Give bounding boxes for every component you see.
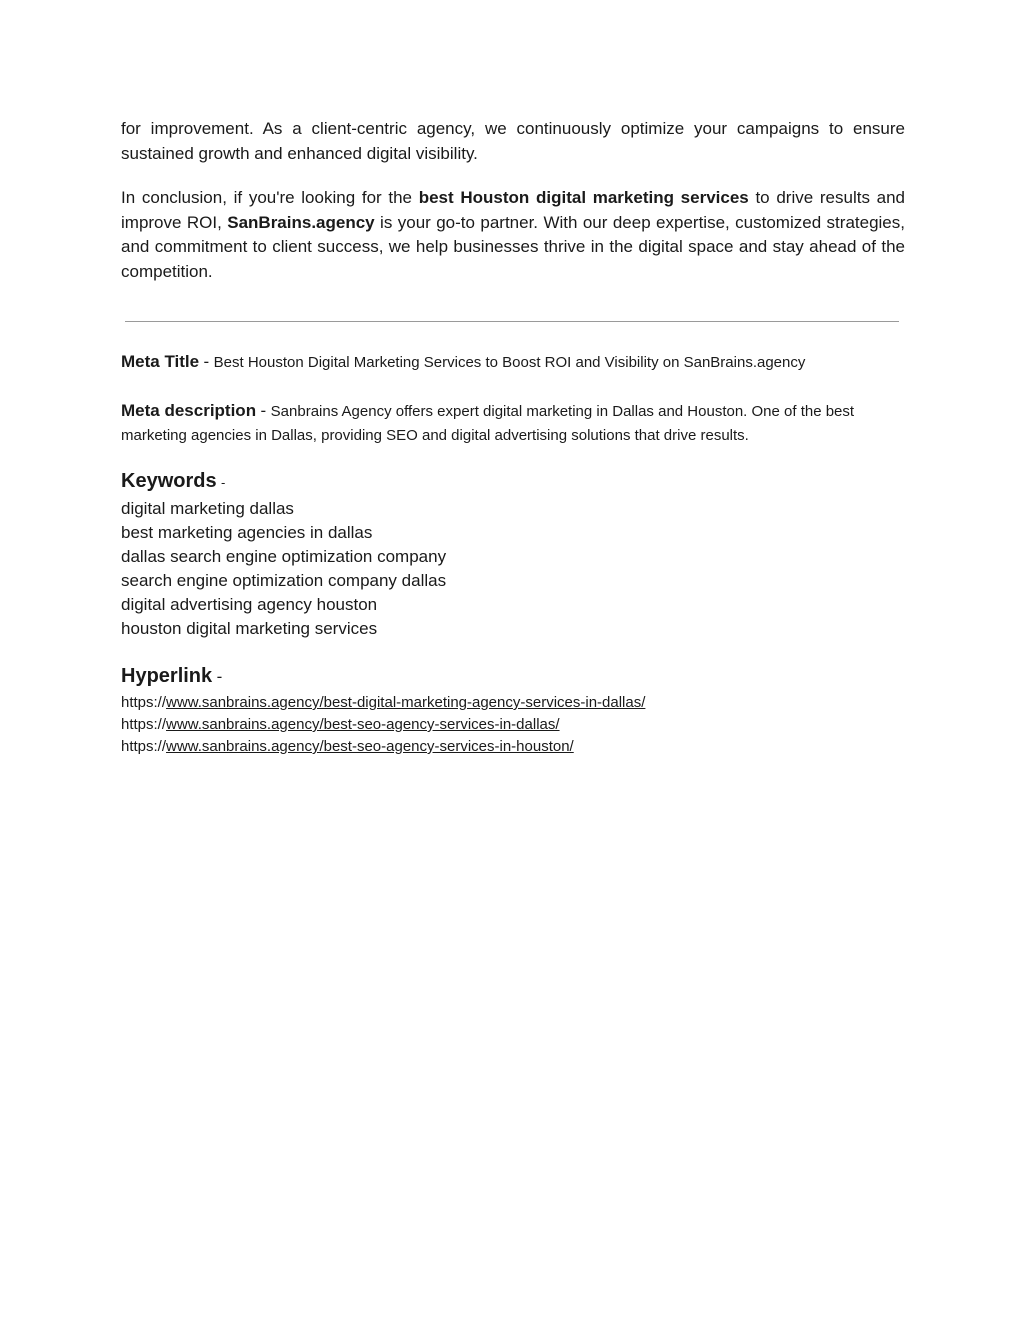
hyperlink-dallas-seo[interactable]: www.sanbrains.agency/best-seo-agency-services-in-dallas/ (166, 716, 560, 733)
keyword-item: digital advertising agency houston (121, 595, 378, 614)
keyword-item: dallas search engine optimization company (121, 547, 447, 566)
meta-description-value: Sanbrains Agency offers expert digital marketing in Dallas and Houston. One of the best marketing agencies in Dallas, providing SEO and digital advertising solutions that drive results. (121, 403, 855, 444)
hyperlink-list (121, 692, 645, 758)
url-prefix: https:// (121, 738, 167, 755)
separator-dash: - (216, 667, 223, 686)
keywords-label: Keywords (121, 470, 217, 492)
hyperlink-houston-seo[interactable]: www.sanbrains.agency/best-seo-agency-services-in-houston/ (166, 738, 574, 755)
keyword-item: digital marketing dallas (121, 499, 294, 518)
paragraph-text: to drive results and improve ROI, (121, 188, 906, 232)
hyperlink-item (121, 736, 645, 758)
separator-dash: - (203, 352, 210, 371)
hyperlink-item (121, 692, 645, 714)
meta-title-line (121, 352, 921, 372)
meta-description-label: Meta description (121, 401, 257, 420)
meta-description-block (121, 399, 911, 448)
paragraph-text: is your go-to partner. With our deep expertise, customized strategies, and commitment to client success, we help businesses thrive in the digital space and stay ahead of the competition. (121, 212, 905, 281)
hyperlink-item (121, 714, 645, 736)
separator-dash: - (221, 475, 226, 490)
horizontal-divider (125, 321, 899, 322)
keyword-item: houston digital marketing services (121, 619, 378, 638)
paragraph-text: In conclusion, if you're looking for the (121, 188, 419, 207)
url-prefix: https:// (121, 716, 167, 733)
bold-phrase-services: best Houston digital marketing services (418, 188, 749, 207)
hyperlink-heading (121, 665, 222, 688)
conclusion-paragraph-2 (121, 186, 905, 284)
hyperlink-dallas-digital-marketing[interactable]: www.sanbrains.agency/best-digital-marketing-agency-services-in-dallas/ (166, 694, 646, 711)
keyword-item: best marketing agencies in dallas (121, 523, 373, 542)
keywords-list (121, 497, 446, 641)
keywords-heading (121, 470, 225, 493)
hyperlink-label: Hyperlink (121, 665, 213, 687)
meta-title-label: Meta Title (121, 352, 200, 371)
keyword-item: search engine optimization company dallas (121, 571, 447, 590)
separator-dash: - (260, 401, 267, 420)
bold-phrase-brand: SanBrains.agency (227, 212, 375, 232)
conclusion-paragraph-1: for improvement. As a client-centric agency, we continuously optimize your campaigns to ensure sustained growth and enhanced digital visibility. (121, 119, 905, 163)
url-prefix: https:// (121, 694, 167, 711)
meta-title-value: Best Houston Digital Marketing Services to Boost ROI and Visibility on SanBrains.agency (213, 354, 806, 371)
